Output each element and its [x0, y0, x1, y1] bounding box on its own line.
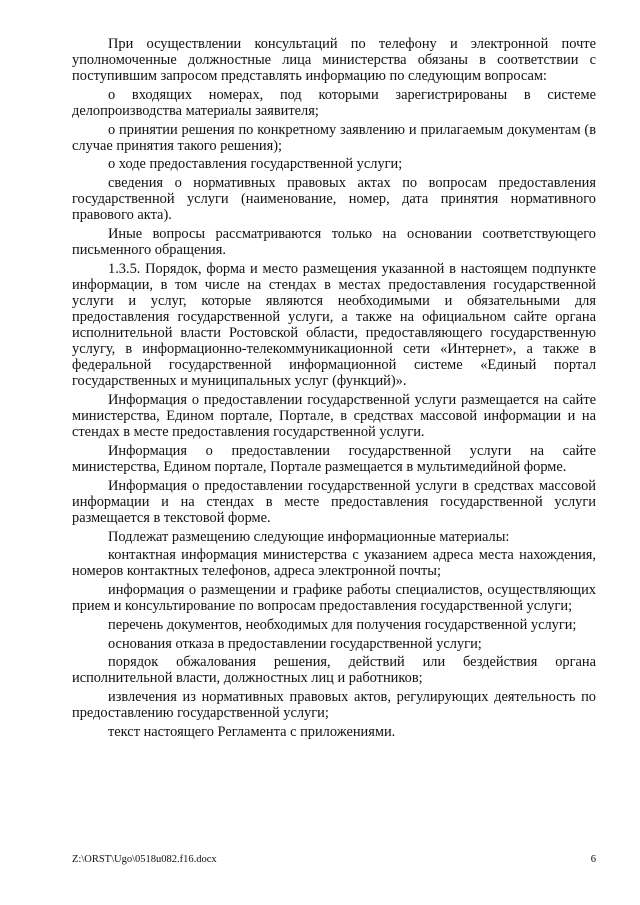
page-number: 6: [590, 854, 596, 865]
list-item: о входящих номерах, под которыми зарегистрированы в системе делопроизводства материалы заявителя;: [72, 86, 596, 119]
paragraph: Информация о предоставлении государственной услуги в средствах массовой информации и на стендах в месте предоставления государственной услуги размещается в текстовой форме.: [72, 477, 596, 526]
list-item: порядок обжалования решения, действий или бездействия органа исполнительной власти, должностных лиц и работников;: [72, 654, 596, 687]
list-item: информация о размещении и графике работы специалистов, осуществляющих прием и консультирование по вопросам предоставления государственной услуги;: [72, 582, 596, 615]
list-item: сведения о нормативных правовых актах по вопросам предоставления государственной услуги (наименование, номер, дата принятия нормативного правового акта).: [72, 175, 596, 224]
paragraph: Иные вопросы рассматриваются только на основании соответствующего письменного обращения.: [72, 226, 596, 259]
paragraph: Информация о предоставлении государственной услуги размещается на сайте министерства, Едином портале, Портале, в средствах массовой информации и на стендах в месте предоставления государственной услуги.: [72, 392, 596, 441]
list-item: основания отказа в предоставлении государственной услуги;: [108, 635, 482, 652]
list-item: о ходе предоставления государственной услуги;: [108, 156, 403, 173]
list-item: текст настоящего Регламента с приложениями.: [108, 723, 396, 740]
list-item: извлечения из нормативных правовых актов, регулирующих деятельность по предоставлению государственной услуги;: [72, 689, 596, 722]
list-item: о принятии решения по конкретному заявлению и прилагаемым документам (в случае принятия такого решения);: [72, 121, 596, 154]
paragraph: Информация о предоставлении государственной услуги на сайте министерства, Едином портале, Портале размещается в мультимедийной форме.: [72, 443, 596, 476]
list-item: контактная информация министерства с указанием адреса места нахождения, номеров контактных телефонов, адреса электронной почты;: [72, 547, 596, 580]
paragraph: При осуществлении консультаций по телефону и электронной почте уполномоченные должностные лица министерства обязаны в соответствии с поступившим запросом представлять информацию по следующим вопросам:: [72, 36, 596, 85]
section-paragraph: 1.3.5. Порядок, форма и место размещения указанной в настоящем подпункте информации, в том числе на стендах в местах предоставления государственной услуги и услуг, которые являются необходимыми и обязательными для предоставления государственной услуги, а также на официальном сайте органа исполнительной власти Ростовской области, предоставляющего государственную услугу, в информационно-телекоммуникационной сети «Интернет», а также в федеральной государственной информационной системе «Единый портал государственных и муниципальных услуг (функций)».: [72, 260, 596, 390]
footer-file-path: Z:\ORST\Ugo\0518u082.f16.docx: [72, 854, 217, 865]
paragraph: Подлежат размещению следующие информационные материалы:: [108, 528, 510, 545]
document-body: [72, 36, 596, 743]
list-item: перечень документов, необходимых для получения государственной услуги;: [108, 616, 577, 633]
